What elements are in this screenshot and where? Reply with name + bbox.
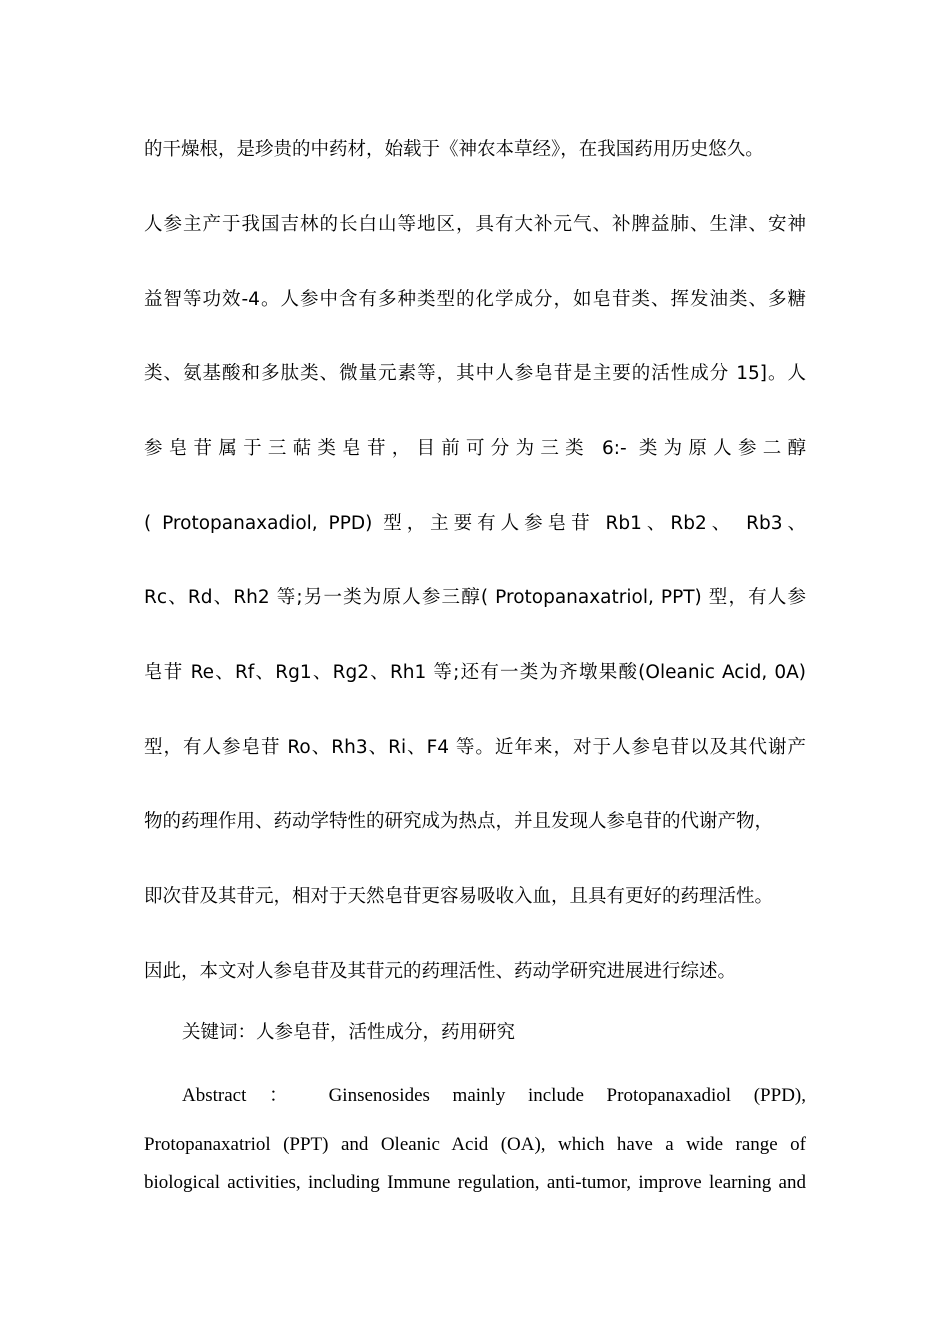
keywords-line: 关键词：人参皂苷，活性成分，药用研究 bbox=[182, 1022, 516, 1043]
body-line-2: 人参主产于我国吉林的长白山等地区，具有大补元气、补脾益肺、生津、安神 bbox=[144, 214, 806, 235]
body-line-11: 即次苷及其苷元，相对于天然皂苷更容易吸收入血，且具有更好的药理活性。 bbox=[144, 886, 774, 907]
body-line-5: 参皂苷属于三萜类皂苷，目前可分为三类 6:- 类为原人参二醇 bbox=[144, 438, 806, 459]
body-line-7: Rc、Rd、Rh2 等;另一类为原人参三醇( Protopanaxatriol, PPT) 型，有人参 bbox=[144, 587, 806, 608]
body-line-12: 因此，本文对人参皂苷及其苷元的药理活性、药动学研究进展进行综述。 bbox=[144, 961, 737, 982]
body-line-8: 皂苷 Re、Rf、Rg1、Rg2、Rh1 等;还有一类为齐墩果酸(Oleanic Acid, 0A) bbox=[144, 662, 806, 683]
body-line-10: 物的药理作用、药动学特性的研究成为热点，并且发现人参皂苷的代谢产物， bbox=[144, 811, 774, 832]
body-line-9: 型，有人参皂苷 Ro、Rh3、Ri、F4 等。近年来，对于人参皂苷以及其代谢产 bbox=[144, 737, 806, 758]
body-line-1: 的干燥根，是珍贵的中药材，始载于《神农本草经》，在我国药用历史悠久。 bbox=[144, 139, 764, 160]
body-line-6: ( Protopanaxadiol, PPD) 型，主要有人参皂苷 Rb1、Rb2、 Rb3、 bbox=[144, 513, 806, 534]
body-line-3: 益智等功效-4。人参中含有多种类型的化学成分，如皂苷类、挥发油类、多糖 bbox=[144, 289, 806, 310]
body-line-4: 类、氨基酸和多肽类、微量元素等，其中人参皂苷是主要的活性成分 15]。人 bbox=[144, 363, 806, 384]
abstract-line-1: Abstract ： Ginsenosides mainly include Protopanaxadiol (PPD), bbox=[182, 1085, 806, 1106]
abstract-line-2: Protopanaxatriol (PPT) and Oleanic Acid (OA), which have a wide range of bbox=[144, 1134, 806, 1155]
abstract-line-3: biological activities, including Immune regulation, anti-tumor, improve learning and bbox=[144, 1172, 806, 1193]
